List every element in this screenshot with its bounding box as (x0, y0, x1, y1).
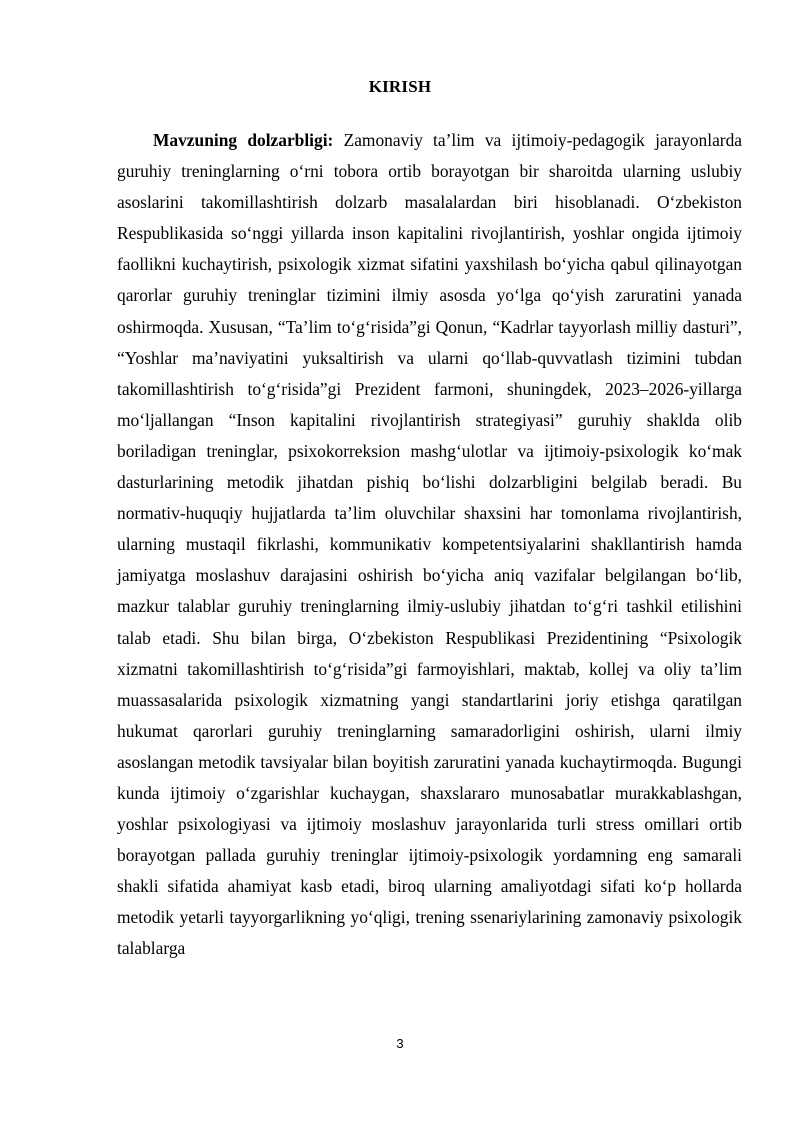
page-title: KIRISH (368, 77, 432, 96)
page-number: 3 (396, 1036, 404, 1051)
body-paragraph (117, 125, 742, 965)
relevance-heading: Mavzuning dolzarbligi: (153, 130, 334, 150)
paragraph-text: Zamonaviy ta’lim va ijtimoiy-pedagogik jarayonlarda guruhiy treninglarning o‘rni tobora ortib borayotgan bir sharoitda ularning uslubiy asoslarini takomillashtirish dolzarb masalalardan biri hisoblanadi. O‘zbekiston Respublikasida so‘nggi yillarda inson kapitalini rivojlantirish, yoshlar ongida ijtimoiy faollikni kuchaytirish, psixologik xizmat sifatini yaxshilash bo‘yicha qabul qilinayotgan qarorlar guruhiy treninglar tizimini ilmiy asosda yo‘lga qo‘yish zaruratini yanada oshirmoqda. Xususan, “Ta’lim to‘g‘risida”gi Qonun, “Kadrlar tayyorlash milliy dasturi”, “Yoshlar ma’naviyatini yuksaltirish va ularni qo‘llab-quvvatlash tizimini tubdan takomillashtirish to‘g‘risida”gi Prezident farmoni, shuningdek, 2023–2026-yillarga mo‘ljallangan “Inson kapitalini rivojlantirish strategiyasi” guruhiy shaklda olib boriladigan treninglar, psixokorreksion mashg‘ulotlar va ijtimoiy-psixologik ko‘mak dasturlarining metodik jihatdan pishiq bo‘lishi dolzarbligini belgilab beradi. Bu normativ-huquqiy hujjatlarda ta’lim oluvchilar shaxsini har tomonlama rivojlantirish, ularning mustaqil fikrlashi, kommunikativ kompetentsiyalarini shakllantirish hamda jamiyatga moslashuv darajasini oshirish bo‘yicha aniq vazifalar belgilangan bo‘lib, mazkur talablar guruhiy treninglarning ilmiy-uslubiy jihatdan to‘g‘ri tashkil etilishini talab etadi. Shu bilan birga, O‘zbekiston Respublikasi Prezidentining “Psixologik xizmatni takomillashtirish to‘g‘risida”gi farmoyishlari, maktab, kollej va oliy ta’lim muassasalarida psixologik xizmatning yangi standartlarini joriy etishga qaratilgan hukumat qarorlari guruhiy treninglarning samaradorligini oshirish, ularni ilmiy asoslangan metodik tavsiyalar bilan boyitish zaruratini yanada kuchaytirmoqda. Bugungi kunda ijtimoiy o‘zgarishlar kuchaygan, shaxslararo munosabatlar murakkablashgan, yoshlar psixologiyasi va ijtimoiy moslashuv jarayonlarida turli stress omillari ortib borayotgan pallada guruhiy treninglar ijtimoiy-psixologik yordamning eng samarali shakli sifatida ahamiyat kasb etadi, biroq ularning amaliyotdagi sifati ko‘p hollarda metodik yetarli tayyorgarlikning yo‘qligi, trening ssenariylarining zamonaviy psixologik talablarga (117, 130, 742, 959)
